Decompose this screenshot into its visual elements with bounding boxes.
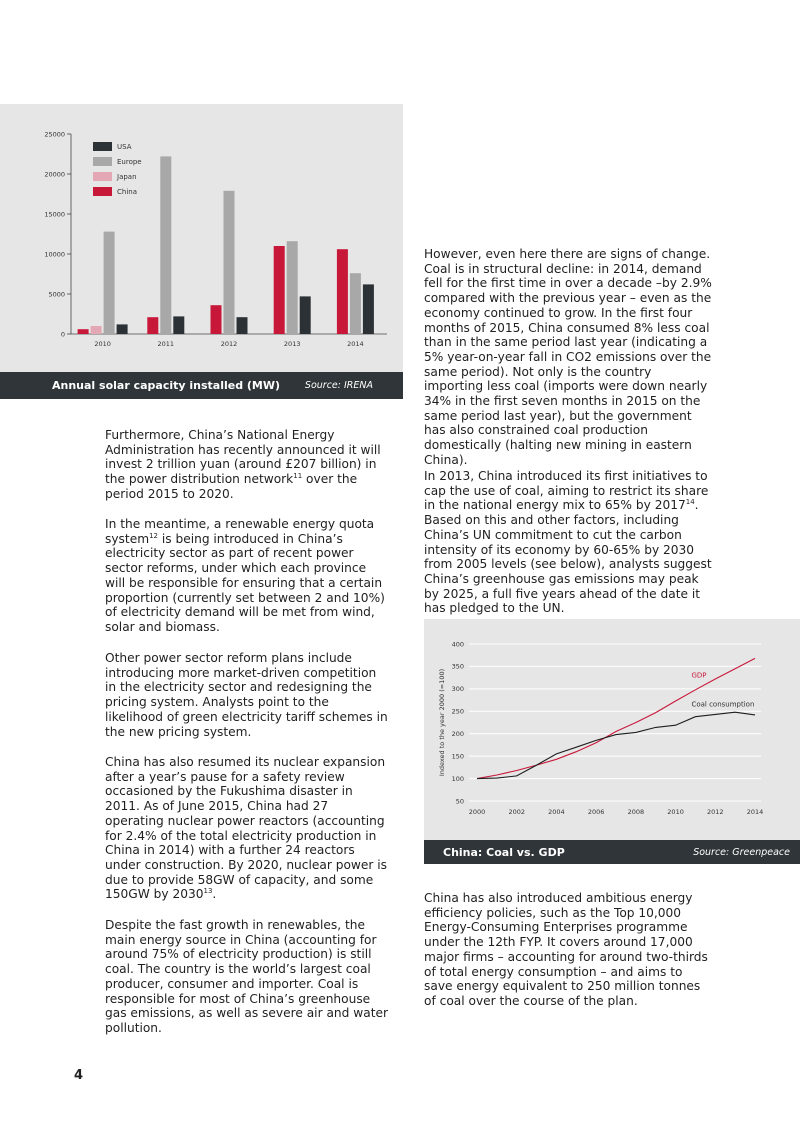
bar-europe-2010 [104,232,115,334]
bar-usa-2012 [237,317,248,334]
solar-chart-panel [0,104,403,372]
paragraph-energy-investment: Furthermore, China’s National Energy Administration has recently announced it will invest 2 trillion yuan (around £207 billion) in the power distribution network$^{11}$ over the period 2015 to 2020. [105,428,381,501]
y-tick-label: 0 [60,330,65,339]
bar-europe-2011 [160,156,171,334]
paragraph-nuclear-expansion: China has also resumed its nuclear expansion after a year’s pause for a safety review occasioned by the Fukushima disaster in 2011. As of June 2015, China had 27 operating nuclear power reactors (accounting for 2.4% of the total electricity production in China in 2014) with a further 24 reactors under construction. By 2020, nuclear power is due to provide 58GW of capacity, and some 150GW by 2030$^{13}$. [105,755,387,902]
y-tick-label: 100 [451,774,464,783]
bar-usa-2013 [300,296,311,334]
x-tick-label: 2014 [347,340,364,348]
bar-china-2013 [274,246,285,334]
coal-gdp-line-chart [424,619,800,840]
bar-china-2011 [147,317,158,334]
y-tick-label: 200 [451,730,464,739]
bar-usa-2010 [117,324,128,334]
solar-chart-caption-bar [0,372,403,399]
paragraph-energy-efficiency: China has also introduced ambitious energy efficiency policies, such as the Top 10,000 Energy-Consuming Enterprises programme under the 12th FYP. It covers around 17,000 major firms – accounting for around two-thirds of total energy consumption – and aims to save energy equivalent to 250 million tonnes of coal over the course of the plan. [424,891,708,1008]
bar-usa-2014 [363,284,374,334]
page-number: 4 [74,1068,84,1083]
x-tick-label: 2014 [746,808,764,816]
bar-china-2010 [78,329,89,334]
bar-europe-2013 [287,241,298,334]
paragraph-power-sector-reform: Other power sector reform plans include introducing more market-driven competition in the electricity sector and redesigning the pricing system. Analysts point to the likelihood of green electricity tariff schemes in the new pricing system. [105,651,388,739]
y-tick-label: 250 [451,707,464,716]
coal-gdp-source: Source: Greenpeace [693,846,790,858]
x-tick-label: 2013 [283,340,301,348]
paragraph-renewable-quota: In the meantime, a renewable energy quota system$^{12}$ is being introduced in China’s electricity sector as part of recent power sector reforms, under which each province will be responsible for ensuring that a certain proportion (currently set between 2 and 10%) of electricity demand will be met from wind, solar and biomass. [105,517,385,634]
x-tick-label: 2002 [508,808,525,816]
bar-europe-2014 [350,273,361,334]
bar-usa-2011 [173,316,184,334]
legend-label-japan: Japan [117,173,137,181]
x-tick-label: 2000 [468,808,486,816]
line-gdp [477,658,755,778]
x-tick-label: 2008 [627,808,645,816]
y-tick-label: 20000 [44,170,65,179]
legend-swatch-china [93,187,112,196]
bar-china-2012 [211,305,222,334]
x-tick-label: 2004 [548,808,565,816]
y-tick-label: 5000 [48,290,65,299]
x-tick-label: 2010 [94,340,111,348]
coal-gdp-caption: China: Coal vs. GDP [443,845,565,859]
x-tick-label: 2006 [587,808,605,816]
paragraph-coal-decline: However, even here there are signs of change. Coal is in structural decline: in 2014, demand fell for the first time in over a decade –by 2.9% compared with the previous year – even as the economy continued to grow. In the first four months of 2015, China consumed 8% less coal than in the same period last year (indicating a 5% year-on-year fall in CO2 emissions over the same period). Not only is the country importing less coal (imports were down nearly 34% in the first seven months in 2015 on the same period last year), but the government has also constrained coal production domestically (halting new mining in eastern China). [424,247,712,467]
bar-europe-2012 [224,191,235,334]
bar-japan-2010 [91,326,102,334]
gdp-series-label: GDP [691,671,707,680]
coal-series-label: Coal consumption [691,700,755,709]
coal-gdp-chart-panel [424,619,800,840]
y-tick-label: 50 [455,797,464,806]
legend-label-usa: USA [117,143,132,151]
y-tick-label: 350 [451,662,464,671]
y-tick-label: 400 [451,640,464,649]
bar-china-2014 [337,249,348,334]
x-tick-label: 2012 [707,808,724,816]
y-tick-label: 150 [451,752,464,761]
x-tick-label: 2012 [220,340,238,348]
y-tick-label: 10000 [44,250,65,259]
legend-swatch-japan [93,172,112,181]
solar-chart-caption: Annual solar capacity installed (MW) [52,379,281,392]
y-tick-label: 300 [451,685,464,694]
line-coal-consumption [477,712,755,778]
coal-gdp-caption-bar [424,840,800,864]
y-tick-label: 15000 [44,210,65,219]
paragraph-coal-main-source: Despite the fast growth in renewables, the main energy source in China (accounting for around 75% of electricity production) is still coal. The country is the world’s largest coal producer, consumer and importer. Coal is responsible for most of China’s greenhouse gas emissions, as well as severe air and water pollution. [105,918,388,1035]
x-tick-label: 2010 [667,808,684,816]
solar-bar-chart [0,104,403,372]
legend-label-china: China [117,188,137,196]
legend-label-europe: Europe [117,158,142,166]
legend-swatch-europe [93,157,112,166]
paragraph-coal-cap: In 2013, China introduced its first initiatives to cap the use of coal, aiming to restrict its share in the national energy mix to 65% by 2017$^{14}$. Based on this and other factors, including China’s UN commitment to cut the carbon intensity of its economy by 60-65% by 2030 from 2005 levels (see below), analysts suggest China’s greenhouse gas emissions may peak by 2025, a full five years ahead of the date it has pledged to the UN. [424,469,712,616]
x-tick-label: 2011 [157,340,175,348]
solar-chart-source: Source: IRENA [304,380,373,391]
y-tick-label: 25000 [44,130,65,139]
legend-swatch-usa [93,142,112,151]
y-axis-label: Indexed to the year 2000 (=100) [438,668,446,777]
